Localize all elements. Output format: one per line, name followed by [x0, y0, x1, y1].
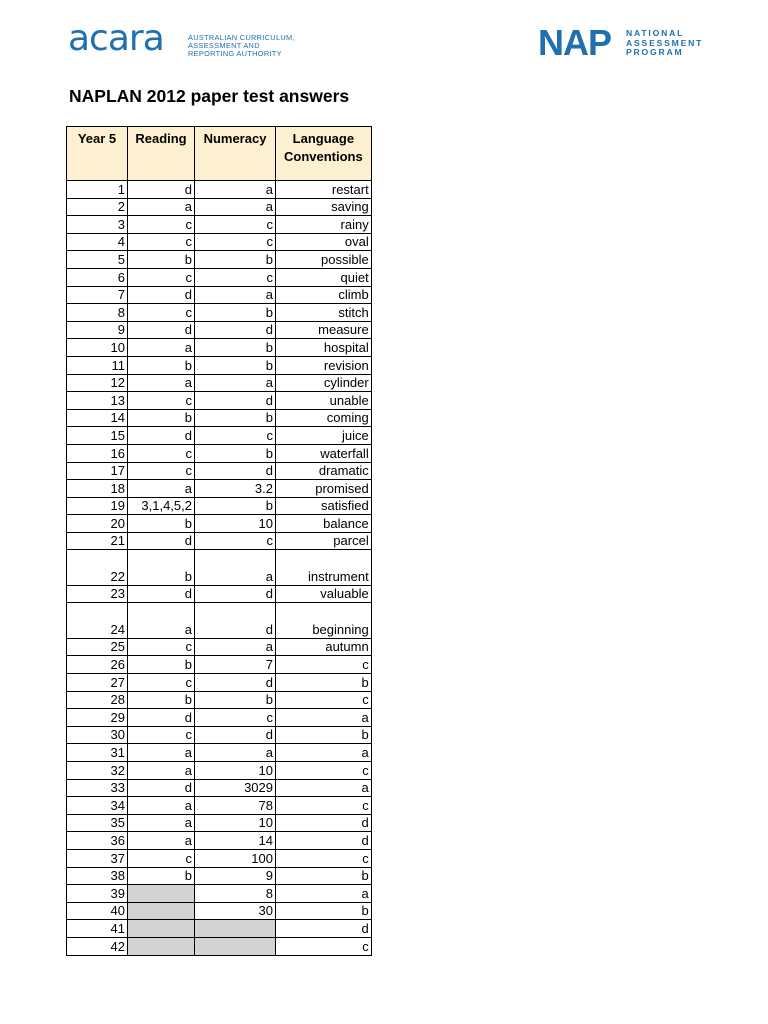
numeracy-answer-cell: b [195, 409, 276, 427]
language-answer-cell: oval [276, 233, 372, 251]
question-number-cell: 42 [67, 937, 128, 955]
reading-answer-cell: c [128, 233, 195, 251]
reading-answer-cell: a [128, 603, 195, 638]
numeracy-answer-cell: a [195, 286, 276, 304]
page-title: NAPLAN 2012 paper test answers [69, 86, 350, 106]
numeracy-answer-cell: a [195, 198, 276, 216]
blank-cell [128, 902, 195, 920]
reading-answer-cell: c [128, 849, 195, 867]
question-number-cell: 29 [67, 709, 128, 727]
table-row [67, 709, 372, 727]
question-number-cell: 15 [67, 427, 128, 445]
numeracy-answer-cell: c [195, 233, 276, 251]
numeracy-answer-cell: 3.2 [195, 480, 276, 498]
table-row [67, 744, 372, 762]
question-number-cell: 12 [67, 374, 128, 392]
numeracy-answer-cell: a [195, 374, 276, 392]
blank-cell [128, 885, 195, 903]
question-number-cell: 38 [67, 867, 128, 885]
language-answer-cell: b [276, 867, 372, 885]
numeracy-answer-cell: b [195, 251, 276, 269]
numeracy-answer-cell: b [195, 691, 276, 709]
reading-answer-cell: a [128, 480, 195, 498]
table-row [67, 321, 372, 339]
language-answer-cell: a [276, 885, 372, 903]
acara-wordmark: acara [68, 18, 164, 59]
table-row [67, 462, 372, 480]
reading-answer-cell: a [128, 832, 195, 850]
numeracy-answer-cell: b [195, 304, 276, 322]
language-answer-cell: d [276, 920, 372, 938]
language-answer-cell: valuable [276, 585, 372, 603]
question-number-cell: 30 [67, 726, 128, 744]
reading-answer-cell: c [128, 726, 195, 744]
language-answer-cell: restart [276, 181, 372, 199]
numeracy-answer-cell: c [195, 216, 276, 234]
reading-answer-cell: 3,1,4,5,2 [128, 497, 195, 515]
table-row [67, 251, 372, 269]
question-number-cell: 41 [67, 920, 128, 938]
numeracy-answer-cell: 78 [195, 797, 276, 815]
language-answer-cell: juice [276, 427, 372, 445]
language-answer-cell: hospital [276, 339, 372, 357]
numeracy-answer-cell: c [195, 268, 276, 286]
table-row [67, 444, 372, 462]
table-row [67, 286, 372, 304]
reading-answer-cell: b [128, 409, 195, 427]
numeracy-answer-cell: 9 [195, 867, 276, 885]
numeracy-answer-cell: 8 [195, 885, 276, 903]
reading-answer-cell: d [128, 181, 195, 199]
language-answer-cell: c [276, 656, 372, 674]
reading-answer-cell: d [128, 585, 195, 603]
table-row [67, 550, 372, 585]
numeracy-answer-cell: d [195, 392, 276, 410]
numeracy-answer-cell: 100 [195, 849, 276, 867]
numeracy-answer-cell: d [195, 585, 276, 603]
language-answer-cell: a [276, 744, 372, 762]
question-number-cell: 1 [67, 181, 128, 199]
language-answer-cell: b [276, 726, 372, 744]
language-answer-cell: parcel [276, 532, 372, 550]
table-row [67, 638, 372, 656]
reading-answer-cell: a [128, 198, 195, 216]
reading-answer-cell: a [128, 374, 195, 392]
table-row [67, 515, 372, 533]
question-number-cell: 16 [67, 444, 128, 462]
numeracy-answer-cell: c [195, 427, 276, 445]
nap-subtitle [626, 29, 703, 58]
question-number-cell: 39 [67, 885, 128, 903]
language-answer-cell: satisfied [276, 497, 372, 515]
acara-subtitle-line: AUSTRALIAN CURRICULUM, [188, 33, 295, 42]
table-row [67, 392, 372, 410]
table-row [67, 497, 372, 515]
language-answer-cell: rainy [276, 216, 372, 234]
table-row [67, 656, 372, 674]
reading-answer-cell: c [128, 462, 195, 480]
reading-answer-cell: d [128, 779, 195, 797]
language-answer-cell: c [276, 937, 372, 955]
reading-answer-cell: a [128, 744, 195, 762]
language-answer-cell: dramatic [276, 462, 372, 480]
table-row [67, 356, 372, 374]
question-number-cell: 28 [67, 691, 128, 709]
header-year: Year 5 [67, 127, 128, 181]
question-number-cell: 27 [67, 674, 128, 692]
table-row [67, 427, 372, 445]
question-number-cell: 19 [67, 497, 128, 515]
table-row [67, 409, 372, 427]
reading-answer-cell: d [128, 321, 195, 339]
numeracy-answer-cell: d [195, 674, 276, 692]
table-row [67, 603, 372, 638]
nap-subtitle-line: ASSESSMENT [626, 37, 704, 48]
numeracy-answer-cell: 10 [195, 814, 276, 832]
reading-answer-cell: c [128, 392, 195, 410]
reading-answer-cell: b [128, 691, 195, 709]
numeracy-answer-cell: d [195, 726, 276, 744]
question-number-cell: 7 [67, 286, 128, 304]
numeracy-answer-cell: a [195, 550, 276, 585]
language-answer-cell: climb [276, 286, 372, 304]
numeracy-answer-cell: 30 [195, 902, 276, 920]
question-number-cell: 35 [67, 814, 128, 832]
language-answer-cell: b [276, 674, 372, 692]
language-answer-cell: instrument [276, 550, 372, 585]
question-number-cell: 26 [67, 656, 128, 674]
question-number-cell: 2 [67, 198, 128, 216]
question-number-cell: 3 [67, 216, 128, 234]
table-row [67, 691, 372, 709]
numeracy-answer-cell: a [195, 638, 276, 656]
numeracy-answer-cell: c [195, 532, 276, 550]
reading-answer-cell: c [128, 216, 195, 234]
reading-answer-cell: c [128, 444, 195, 462]
reading-answer-cell: c [128, 638, 195, 656]
question-number-cell: 37 [67, 849, 128, 867]
question-number-cell: 18 [67, 480, 128, 498]
answers-table [66, 126, 372, 956]
numeracy-answer-cell: b [195, 356, 276, 374]
table-row [67, 532, 372, 550]
blank-cell [128, 937, 195, 955]
question-number-cell: 34 [67, 797, 128, 815]
table-row [67, 849, 372, 867]
question-number-cell: 33 [67, 779, 128, 797]
language-answer-cell: c [276, 762, 372, 780]
question-number-cell: 6 [67, 268, 128, 286]
question-number-cell: 36 [67, 832, 128, 850]
question-number-cell: 31 [67, 744, 128, 762]
header-numeracy: Numeracy [195, 127, 276, 181]
acara-subtitle-line: ASSESSMENT AND [188, 41, 260, 50]
language-answer-cell: quiet [276, 268, 372, 286]
reading-answer-cell: b [128, 356, 195, 374]
reading-answer-cell: c [128, 304, 195, 322]
language-answer-cell: d [276, 814, 372, 832]
table-row [67, 867, 372, 885]
numeracy-answer-cell: d [195, 603, 276, 638]
reading-answer-cell: a [128, 762, 195, 780]
numeracy-answer-cell: d [195, 462, 276, 480]
language-answer-cell: possible [276, 251, 372, 269]
language-answer-cell: revision [276, 356, 372, 374]
numeracy-answer-cell: 7 [195, 656, 276, 674]
reading-answer-cell: a [128, 797, 195, 815]
reading-answer-cell: b [128, 550, 195, 585]
question-number-cell: 20 [67, 515, 128, 533]
header-language-conventions: Language Conventions [276, 127, 372, 181]
numeracy-answer-cell: d [195, 321, 276, 339]
header-reading: Reading [128, 127, 195, 181]
numeracy-answer-cell: 3029 [195, 779, 276, 797]
language-answer-cell: unable [276, 392, 372, 410]
language-answer-cell: saving [276, 198, 372, 216]
reading-answer-cell: d [128, 532, 195, 550]
acara-subtitle [188, 34, 295, 58]
question-number-cell: 5 [67, 251, 128, 269]
table-row [67, 814, 372, 832]
question-number-cell: 23 [67, 585, 128, 603]
reading-answer-cell: c [128, 674, 195, 692]
numeracy-answer-cell: 10 [195, 515, 276, 533]
numeracy-answer-cell: b [195, 444, 276, 462]
language-answer-cell: d [276, 832, 372, 850]
question-number-cell: 17 [67, 462, 128, 480]
reading-answer-cell: a [128, 339, 195, 357]
table-row [67, 902, 372, 920]
reading-answer-cell: c [128, 268, 195, 286]
question-number-cell: 25 [67, 638, 128, 656]
reading-answer-cell: d [128, 709, 195, 727]
table-row [67, 374, 372, 392]
question-number-cell: 21 [67, 532, 128, 550]
reading-answer-cell: b [128, 251, 195, 269]
language-answer-cell: autumn [276, 638, 372, 656]
table-row [67, 779, 372, 797]
blank-cell [195, 937, 276, 955]
nap-subtitle-line: NATIONAL [626, 28, 685, 38]
language-answer-cell: cylinder [276, 374, 372, 392]
table-row [67, 181, 372, 199]
language-answer-cell: a [276, 709, 372, 727]
language-answer-cell: beginning [276, 603, 372, 638]
numeracy-answer-cell: 10 [195, 762, 276, 780]
table-row [67, 762, 372, 780]
table-row [67, 920, 372, 938]
question-number-cell: 11 [67, 356, 128, 374]
table-row [67, 268, 372, 286]
reading-answer-cell: d [128, 286, 195, 304]
table-row [67, 937, 372, 955]
table-row [67, 674, 372, 692]
reading-answer-cell: d [128, 427, 195, 445]
table-row [67, 832, 372, 850]
blank-cell [128, 920, 195, 938]
acara-subtitle-line: REPORTING AUTHORITY [188, 49, 282, 58]
question-number-cell: 24 [67, 603, 128, 638]
table-row [67, 797, 372, 815]
table-row [67, 726, 372, 744]
question-number-cell: 10 [67, 339, 128, 357]
language-answer-cell: waterfall [276, 444, 372, 462]
reading-answer-cell: b [128, 515, 195, 533]
numeracy-answer-cell: c [195, 709, 276, 727]
language-answer-cell: balance [276, 515, 372, 533]
table-row [67, 885, 372, 903]
table-header-row [67, 127, 372, 181]
question-number-cell: 8 [67, 304, 128, 322]
blank-cell [195, 920, 276, 938]
question-number-cell: 14 [67, 409, 128, 427]
language-answer-cell: c [276, 849, 372, 867]
language-answer-cell: b [276, 902, 372, 920]
reading-answer-cell: b [128, 656, 195, 674]
table-row [67, 585, 372, 603]
reading-answer-cell: a [128, 814, 195, 832]
answers-body [67, 181, 372, 956]
nap-subtitle-line: PROGRAM [626, 47, 684, 58]
numeracy-answer-cell: b [195, 339, 276, 357]
question-number-cell: 9 [67, 321, 128, 339]
numeracy-answer-cell: b [195, 497, 276, 515]
numeracy-answer-cell: 14 [195, 832, 276, 850]
question-number-cell: 13 [67, 392, 128, 410]
language-answer-cell: stitch [276, 304, 372, 322]
question-number-cell: 32 [67, 762, 128, 780]
language-answer-cell: coming [276, 409, 372, 427]
numeracy-answer-cell: a [195, 744, 276, 762]
language-answer-cell: a [276, 779, 372, 797]
reading-answer-cell: b [128, 867, 195, 885]
table-row [67, 480, 372, 498]
table-row [67, 216, 372, 234]
table-row [67, 198, 372, 216]
question-number-cell: 22 [67, 550, 128, 585]
table-row [67, 233, 372, 251]
table-row [67, 339, 372, 357]
question-number-cell: 40 [67, 902, 128, 920]
language-answer-cell: c [276, 691, 372, 709]
numeracy-answer-cell: a [195, 181, 276, 199]
language-answer-cell: c [276, 797, 372, 815]
language-answer-cell: measure [276, 321, 372, 339]
nap-wordmark: NAP [538, 22, 612, 63]
table-row [67, 304, 372, 322]
language-answer-cell: promised [276, 480, 372, 498]
question-number-cell: 4 [67, 233, 128, 251]
